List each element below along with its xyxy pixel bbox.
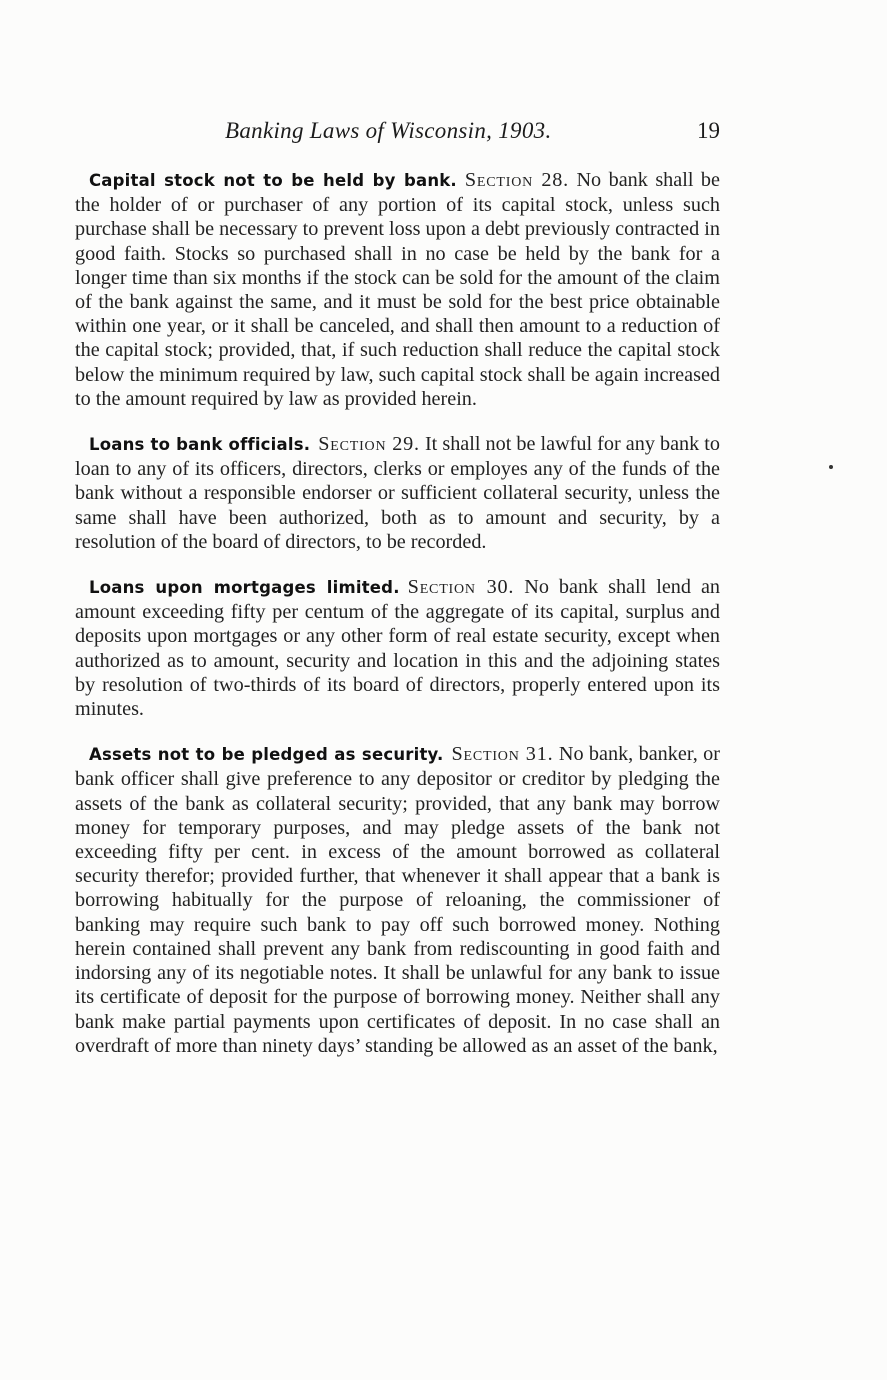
- section-29-heading: Loans to bank officials.: [89, 435, 311, 455]
- section-29-label: Section 29.: [318, 433, 420, 456]
- section-31-paragraph: [75, 742, 720, 1058]
- section-30-paragraph: [75, 575, 720, 721]
- section-28-paragraph: [75, 168, 720, 411]
- section-28-text: No bank shall be the holder of or purchaser of any portion of its capital stock, unless such purchase shall be necessary to prevent loss upon a debt previously contracted in good faith. Stocks so purchased shall in no case be held by the bank for a longer time than six months if the stock can be sold for the amount of the claim of the bank against the same, and it must be sold for the best price obtainable within one year, or it shall be canceled, and shall then amount to a reduction of the capital stock; provided, that, if such reduction shall reduce the capital stock below the minimum required by law, such capital stock shall be again increased to the amount required by law as provided herein.: [75, 169, 720, 410]
- running-title: Banking Laws of Wisconsin, 1903.: [225, 118, 552, 143]
- section-30-text: No bank shall lend an amount exceeding fifty per centum of the aggregate of its capital, surplus and deposits upon mortgages or any other form of real estate security, except when authorized as to amount, security and location in this and the adjoining states by resolution of two-thirds of its board of directors, properly entered upon its minutes.: [75, 576, 721, 721]
- section-28-label: Section 28.: [464, 169, 569, 191]
- page-header: [75, 118, 720, 148]
- section-31-text: No bank, banker, or bank officer shall give preference to any depositor or creditor by pledging the assets of the bank as collateral security; provided, that any bank may borrow money for temporary purposes, and may pledge assets of the bank not exceeding fifty per cent. in excess of the amount borrowed as collateral security therefor; provided further, that whenever it shall appear that a bank is borrowing habitually for the purpose of reloaning, the commissioner of banking may require such bank to pay off such borrowed money. Nothing herein contained shall prevent any bank from rediscounting in good faith and indorsing any of its negotiable notes. It shall be unlawful for any bank to issue its certificate of deposit for the purpose of borrowing money. Neither shall any bank make partial payments upon certificates of deposit. In no case shall an overdraft of more than ninety days’ standing be allowed as an asset of the bank,: [75, 743, 720, 1057]
- page-number: 19: [697, 118, 720, 143]
- ink-speck: [829, 465, 833, 469]
- section-29-text: It shall not be lawful for any bank to loan to any of its officers, directors, clerks or employes any of the funds of the bank without a responsible endorser or sufficient collateral security, unless the same shall have been authorized, both as to amount and security, by a resolution of the board of directors, to be recorded.: [75, 433, 720, 553]
- section-28-heading: Capital stock not to be held by bank.: [89, 171, 457, 190]
- statute-body: [75, 168, 720, 1058]
- section-31-heading: Assets not to be pledged as security.: [89, 745, 444, 765]
- section-30-label: Section 30.: [407, 576, 515, 599]
- section-31-label: Section 31.: [451, 743, 554, 766]
- section-30-heading: Loans upon mortgages limited.: [89, 578, 400, 598]
- section-29-paragraph: [75, 432, 720, 554]
